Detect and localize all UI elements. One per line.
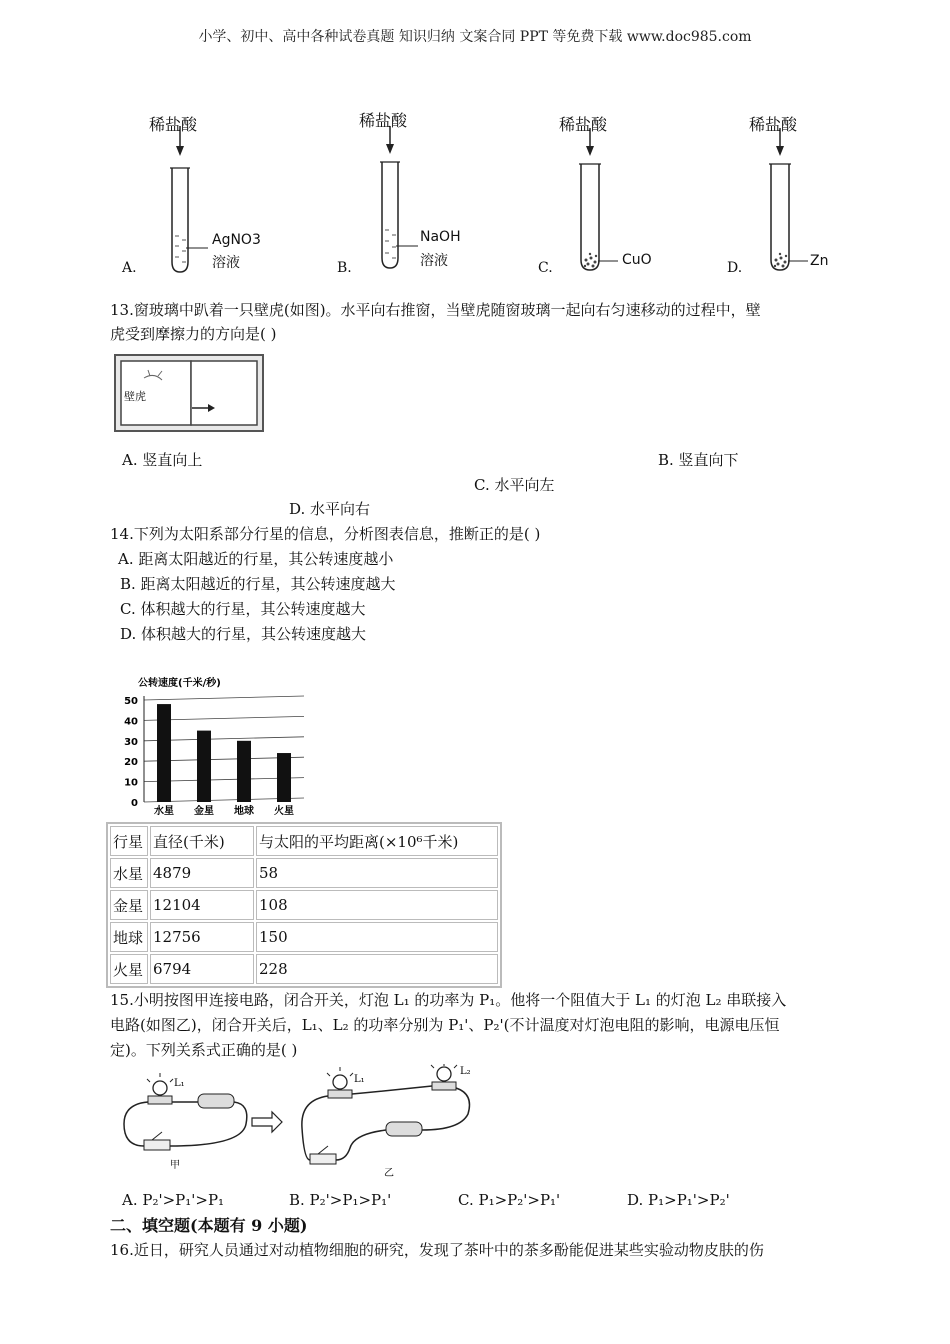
acid-label-d: 稀盐酸 bbox=[749, 115, 798, 134]
planet-table bbox=[106, 822, 502, 988]
section-heading: 二、填空题(本题有 9 小题) bbox=[110, 1216, 308, 1235]
arrow-icon bbox=[252, 1112, 282, 1132]
table-cell: 12104 bbox=[150, 890, 254, 920]
chart-xtick-label: 金星 bbox=[194, 806, 214, 817]
chart-bar bbox=[277, 753, 291, 802]
q12-option-b: B. bbox=[337, 260, 352, 276]
table-cell: 地球 bbox=[110, 922, 148, 952]
chart-ytick-label: 40 bbox=[124, 716, 138, 728]
q13-option-d: D. 水平向右 bbox=[289, 500, 371, 518]
test-tube-d bbox=[769, 128, 808, 270]
chart-bar bbox=[197, 731, 211, 802]
table-cell: 58 bbox=[256, 858, 498, 888]
label-yi: 乙 bbox=[384, 1168, 394, 1179]
lamp-l2-label-yi: L₂ bbox=[460, 1066, 471, 1077]
chart-ytick-label: 10 bbox=[124, 777, 138, 789]
table-header-cell: 行星 bbox=[110, 826, 148, 856]
table-cell: 火星 bbox=[110, 954, 148, 984]
table-row bbox=[110, 858, 498, 888]
table-cell: 150 bbox=[256, 922, 498, 952]
table-row bbox=[110, 890, 498, 920]
chart-ytick-label: 50 bbox=[124, 696, 138, 707]
q13-option-c: C. 水平向左 bbox=[474, 476, 555, 494]
chart-ytick-label: 0 bbox=[131, 798, 138, 809]
q12-option-d: D. bbox=[727, 260, 743, 276]
table-row bbox=[110, 954, 498, 984]
table-row bbox=[110, 922, 498, 952]
q15-stem-line2: 电路(如图乙)，闭合开关后，L₁、L₂ 的功率分别为 P₁'、P₂'(不计温度对灯泡电阻的影响，电源电压恒 bbox=[110, 1016, 780, 1034]
table-cell: 6794 bbox=[150, 954, 254, 984]
chart-xtick-label: 水星 bbox=[154, 806, 174, 817]
q14-option-a: A. 距离太阳越近的行星，其公转速度越小 bbox=[118, 550, 394, 568]
q15-option-a: A. P₂'>P₁'>P₁ bbox=[122, 1191, 225, 1209]
table-cell: 228 bbox=[256, 954, 498, 984]
q14-option-c: C. 体积越大的行星，其公转速度越大 bbox=[120, 600, 366, 618]
q16-stem: 16.近日，研究人员通过对动植物细胞的研究，发现了茶叶中的茶多酚能促进某些实验动物皮肤的伤 bbox=[110, 1241, 764, 1259]
chart-bar bbox=[237, 741, 251, 802]
circuit-figure bbox=[114, 1064, 484, 1180]
gecko-label: 壁虎 bbox=[124, 390, 146, 403]
reagent-c-name: CuO bbox=[622, 252, 652, 268]
table-header-cell: 与太阳的平均距离(×10⁶千米) bbox=[256, 826, 498, 856]
reagent-a-name: AgNO3 bbox=[212, 232, 261, 248]
acid-label-a: 稀盐酸 bbox=[149, 115, 198, 134]
q12-option-c: C. bbox=[538, 260, 553, 276]
table-cell: 4879 bbox=[150, 858, 254, 888]
table-header-cell: 直径(千米) bbox=[150, 826, 254, 856]
q15-option-c: C. P₁>P₂'>P₁' bbox=[458, 1191, 561, 1209]
acid-label-c: 稀盐酸 bbox=[559, 115, 608, 134]
chart-xtick-label: 地球 bbox=[234, 806, 254, 817]
q13-stem-line2: 虎受到摩擦力的方向是( ) bbox=[110, 325, 277, 343]
reagent-a-solution: 溶液 bbox=[212, 255, 240, 271]
chart-title: 公转速度(千米/秒) bbox=[138, 678, 221, 689]
reagent-b-name: NaOH bbox=[420, 229, 461, 245]
q14-stem: 14.下列为太阳系部分行星的信息，分析图表信息，推断正的是( ) bbox=[110, 525, 541, 543]
label-jia: 甲 bbox=[170, 1160, 180, 1171]
table-header-row bbox=[110, 826, 498, 856]
chart-ytick-label: 20 bbox=[124, 757, 138, 769]
q15-stem-line3: 定)。下列关系式正确的是( ) bbox=[110, 1041, 298, 1059]
chart-bar bbox=[157, 704, 171, 802]
q14-option-d: D. 体积越大的行星，其公转速度越大 bbox=[120, 625, 367, 643]
q15-option-d: D. P₁>P₁'>P₂' bbox=[627, 1191, 730, 1209]
lamp-l1-label-yi: L₁ bbox=[354, 1074, 365, 1085]
test-tube-a bbox=[170, 126, 208, 272]
table-cell: 12756 bbox=[150, 922, 254, 952]
lamp-l1-label-jia: L₁ bbox=[174, 1078, 185, 1089]
q13-stem-line1: 13.窗玻璃中趴着一只壁虎(如图)。水平向右推窗，当壁虎随窗玻璃一起向右匀速移动的过程中，壁 bbox=[110, 301, 761, 319]
chart-xtick-label: 火星 bbox=[274, 806, 294, 817]
test-tube-c bbox=[579, 128, 618, 270]
orbital-speed-chart bbox=[112, 672, 312, 822]
q12-option-a: A. bbox=[122, 260, 137, 276]
reagent-d-name: Zn bbox=[810, 253, 829, 269]
q15-stem-line1: 15.小明按图甲连接电路，闭合开关，灯泡 L₁ 的功率为 P₁。他将一个阻值大于 L₁ 的灯泡 L₂ 串联接入 bbox=[110, 991, 787, 1009]
circuit-jia bbox=[124, 1073, 247, 1150]
circuit-yi bbox=[302, 1064, 470, 1164]
q14-option-b: B. 距离太阳越近的行星，其公转速度越大 bbox=[120, 575, 396, 593]
planet-table-wrap bbox=[106, 822, 502, 988]
table-cell: 水星 bbox=[110, 858, 148, 888]
table-cell: 108 bbox=[256, 890, 498, 920]
q13-option-b: B. 竖直向下 bbox=[658, 451, 739, 469]
table-cell: 金星 bbox=[110, 890, 148, 920]
acid-label-b: 稀盐酸 bbox=[359, 111, 408, 130]
chart-gridline bbox=[144, 696, 304, 700]
page-header: 小学、初中、高中各种试卷真题 知识归纳 文案合同 PPT 等免费下载 www.doc985.com bbox=[198, 29, 752, 45]
test-tube-b bbox=[380, 126, 418, 268]
q13-option-a: A. 竖直向上 bbox=[122, 451, 203, 469]
reagent-b-solution: 溶液 bbox=[420, 253, 448, 269]
chart-ytick-label: 30 bbox=[124, 736, 138, 748]
q15-option-b: B. P₂'>P₁>P₁' bbox=[289, 1191, 392, 1209]
